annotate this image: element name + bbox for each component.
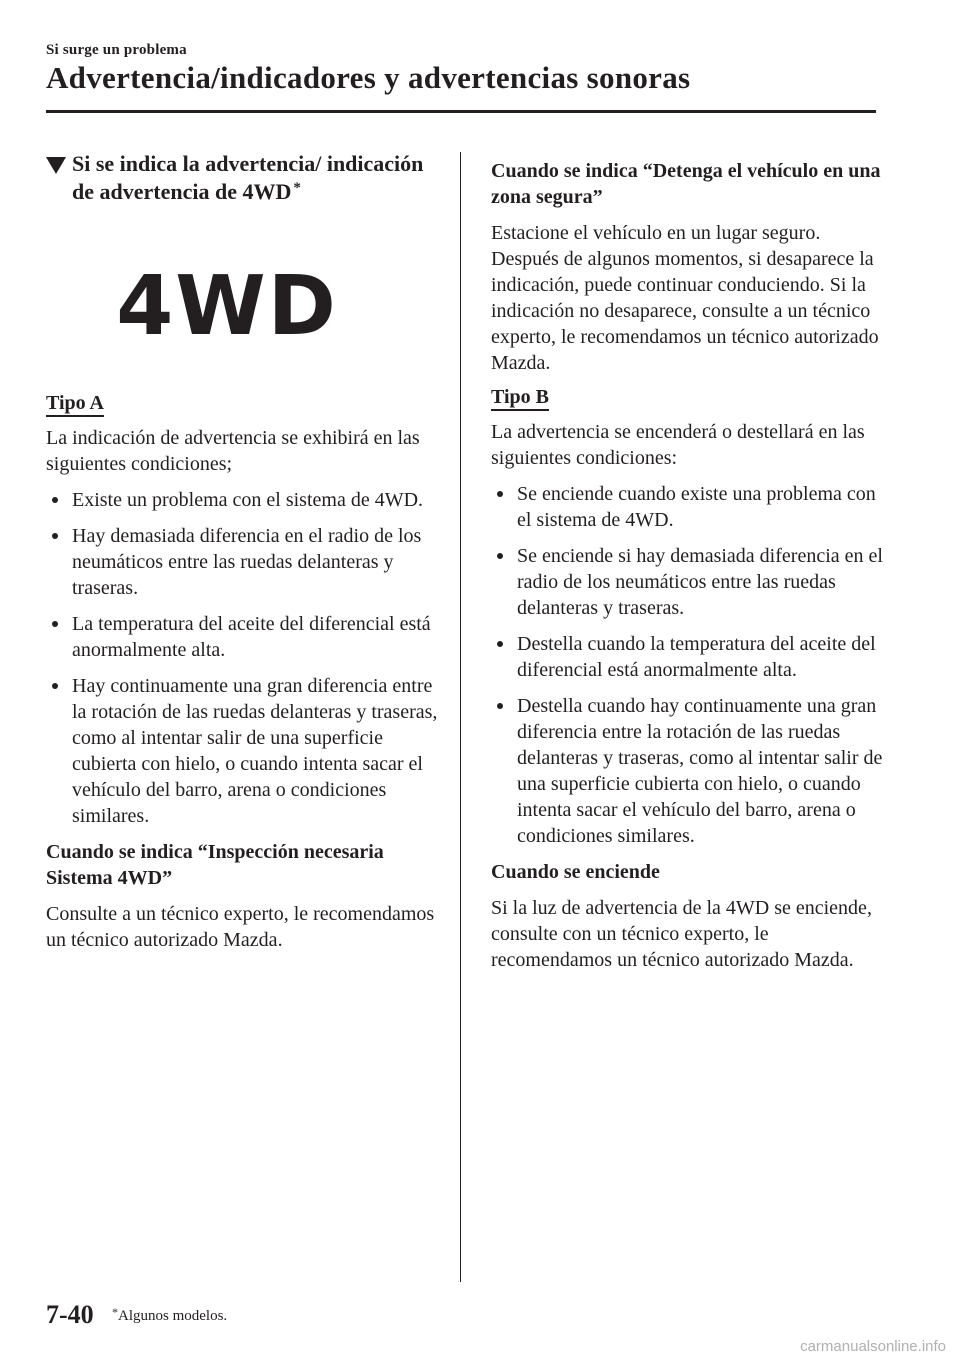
type-a-list: [46, 487, 446, 829]
type-b-label: Tipo B: [491, 386, 549, 411]
bullet-icon: [52, 683, 58, 689]
section-heading-text: Si se indica la advertencia/ indicación de advertencia de 4WD: [72, 151, 424, 204]
right-column: [491, 158, 891, 983]
asterisk-mark: *: [112, 1305, 118, 1319]
list-item-text: Se enciende cuando existe una problema con el sistema de 4WD.: [517, 483, 876, 531]
left-column: [46, 150, 446, 963]
list-item: [491, 543, 891, 621]
list-item-text: Destella cuando hay continuamente una gran diferencia entre la rotación de las ruedas delanteras y traseras, como al intentar salir de una superficie cubierta con hielo, o cuando intenta sacar el vehículo del barro, arena o condiciones similares.: [517, 695, 883, 847]
bullet-icon: [497, 553, 503, 559]
footnote: [112, 1305, 228, 1325]
on-heading: Cuando se enciende: [491, 861, 660, 883]
page-number: 7-40: [46, 1300, 94, 1329]
inspection-heading: Cuando se indica “Inspección necesaria Sistema 4WD”: [46, 841, 384, 889]
bullet-icon: [497, 703, 503, 709]
asterisk-mark: *: [293, 180, 301, 196]
type-a-intro: La indicación de advertencia se exhibirá en las siguientes condiciones;: [46, 427, 420, 475]
list-item-text: Hay demasiada diferencia en el radio de los neumáticos entre las ruedas delanteras y traseras.: [72, 525, 422, 599]
inspection-text: Consulte a un técnico experto, le recomendamos un técnico autorizado Mazda.: [46, 903, 435, 951]
bullet-icon: [52, 621, 58, 627]
list-item: [46, 487, 446, 513]
stop-heading: Cuando se indica “Detenga el vehículo en una zona segura”: [491, 160, 881, 208]
list-item: [46, 523, 446, 601]
type-b-list: [491, 481, 891, 849]
list-item-text: Existe un problema con el sistema de 4WD.: [72, 489, 424, 511]
type-b-intro: La advertencia se encenderá o destellará en las siguientes condiciones:: [491, 421, 865, 469]
type-a-label: Tipo A: [46, 392, 104, 417]
footnote-text: Algunos modelos.: [118, 1308, 228, 1324]
on-text: Si la luz de advertencia de la 4WD se enciende, consulte con un técnico experto, le recomendamos un técnico autorizado Mazda.: [491, 897, 872, 971]
breadcrumb: Si surge un problema: [46, 42, 187, 58]
4wd-indicator-symbol: 4WD: [116, 259, 338, 354]
title-rule: [46, 110, 876, 113]
section-heading: [46, 150, 446, 206]
list-item: [491, 693, 891, 849]
list-item: [46, 673, 446, 829]
list-item-text: La temperatura del aceite del diferencial está anormalmente alta.: [72, 613, 431, 661]
bullet-icon: [497, 641, 503, 647]
triangle-down-icon: [46, 157, 66, 174]
list-item-text: Destella cuando la temperatura del aceite del diferencial está anormalmente alta.: [517, 633, 876, 681]
watermark: carmanualsonline.info: [800, 1338, 946, 1355]
bullet-icon: [52, 533, 58, 539]
list-item: [491, 481, 891, 533]
page-title: Advertencia/indicadores y advertencias sonoras: [46, 60, 691, 95]
stop-text: Estacione el vehículo en un lugar seguro. Después de algunos momentos, si desaparece la indicación, puede continuar conduciendo. Si la indicación no desaparece, consulte a un técnico experto, le recomendamos un técnico autorizado Mazda.: [491, 222, 879, 374]
list-item-text: Hay continuamente una gran diferencia entre la rotación de las ruedas delanteras y traseras, como al intentar salir de una superficie cubierta con hielo, o cuando intenta sacar el vehículo del barro, arena o condiciones similares.: [72, 675, 438, 827]
bullet-icon: [497, 491, 503, 497]
column-divider: [460, 152, 461, 1282]
bullet-icon: [52, 497, 58, 503]
list-item: [46, 611, 446, 663]
list-item: [491, 631, 891, 683]
list-item-text: Se enciende si hay demasiada diferencia en el radio de los neumáticos entre las ruedas delanteras y traseras.: [517, 545, 883, 619]
